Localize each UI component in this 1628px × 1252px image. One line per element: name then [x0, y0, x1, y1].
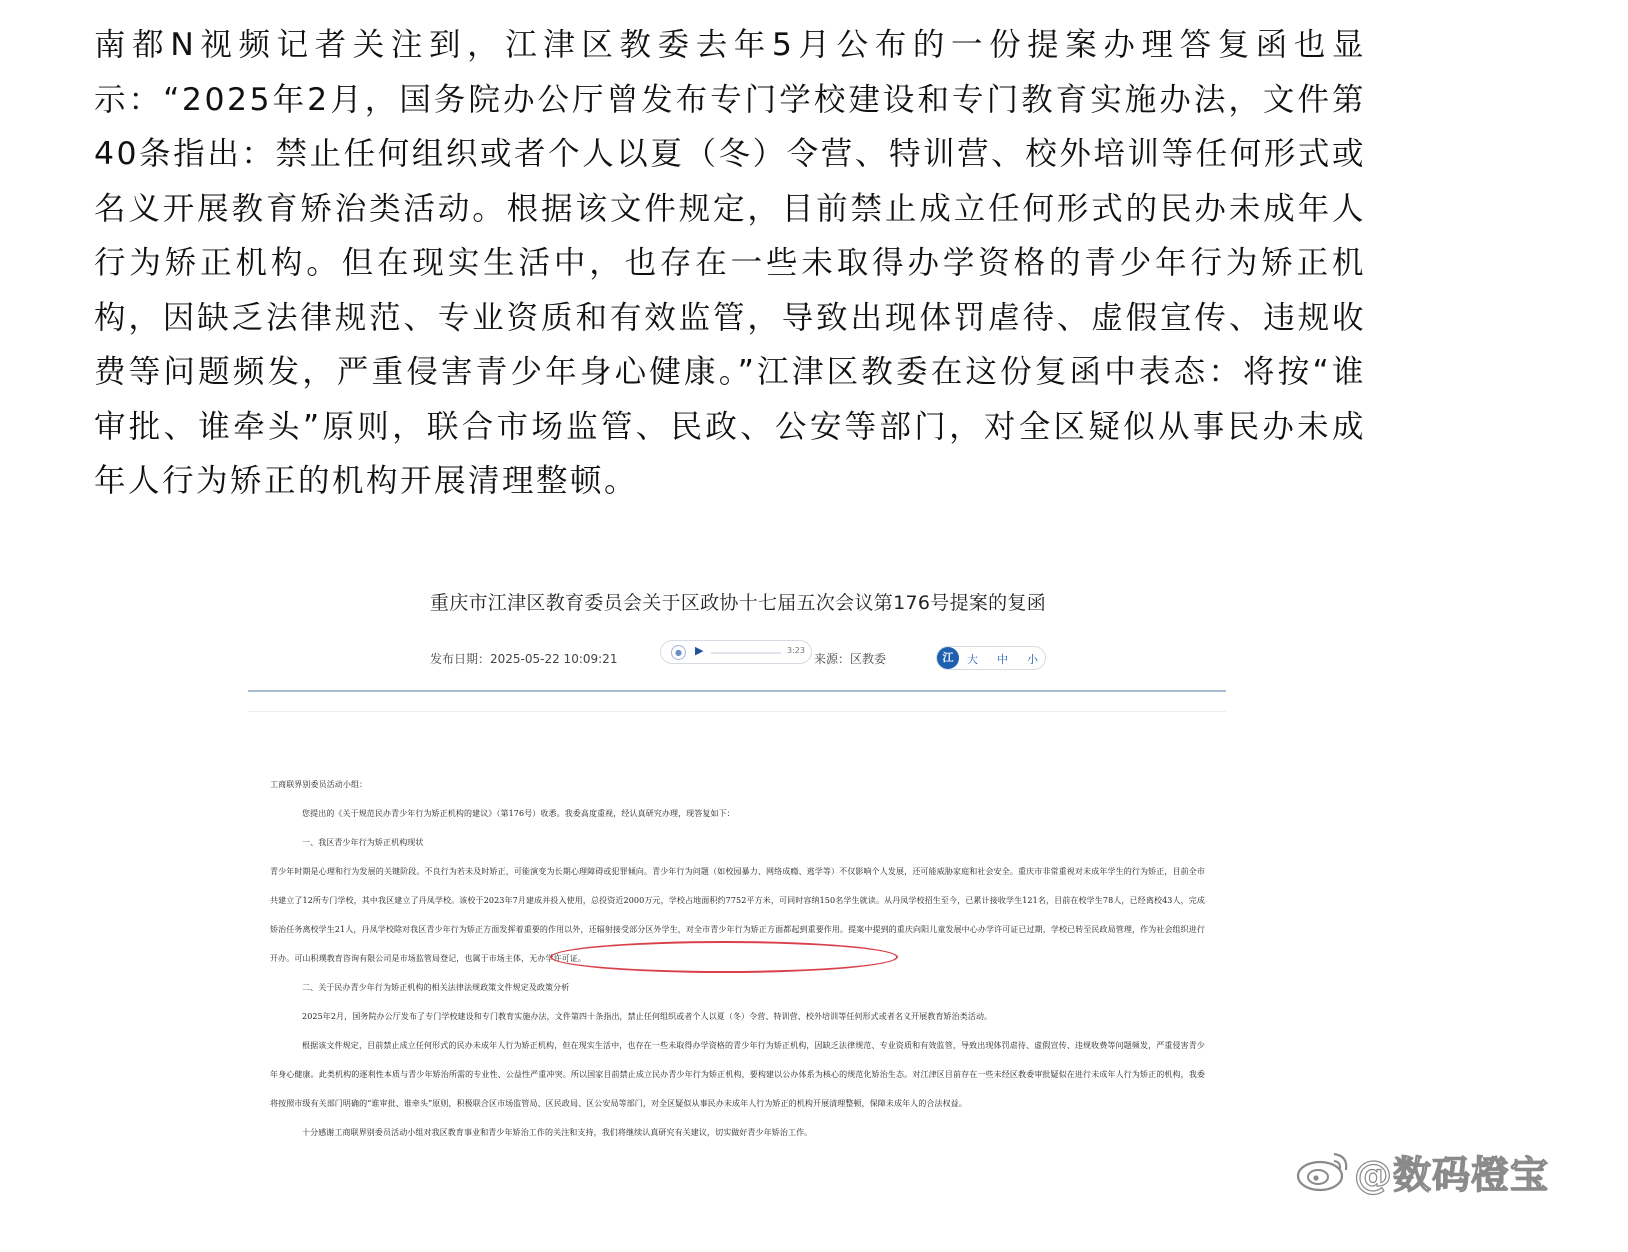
play-icon[interactable]: ▶	[695, 644, 704, 657]
document-screenshot	[248, 570, 1228, 1190]
audio-player[interactable]	[660, 640, 812, 664]
audio-progress-track[interactable]	[711, 652, 781, 654]
font-size-control	[936, 646, 1046, 670]
letter-closing: 十分感谢工商联界别委员活动小组对我区教育事业和青少年矫治工作的关注和支持，我们将继续认真研究有关建议，切实做好青少年矫治工作。	[302, 1128, 813, 1137]
watermark-text: @数码橙宝	[1354, 1153, 1550, 1197]
audio-duration: 3:23	[787, 646, 805, 655]
site-badge-icon: 江	[937, 647, 959, 669]
section2-paragraph-1: 2025年2月，国务院办公厅发布了专门学校建设和专门教育实施办法，文件第四十条指出，禁止任何组织或者个人以夏（冬）令营、特训营、校外培训等任何形式或者名义开展教育矫治类活动。	[302, 1012, 993, 1021]
publish-date: 发布日期：2025-05-22 10:09:21	[430, 652, 618, 666]
article-paragraph: 南都N视频记者关注到，江津区教委去年5月公布的一份提案办理答复函也显示：“2025年2月，国务院办公厅曾发布专门学校建设和专门教育实施办法，文件第40条指出：禁止任何组织或者个人以夏（冬）令营、特训营、校外培训等任何形式或名义开展教育矫治类活动。根据该文件规定，目前禁止成立任何形式的民办未成年人行为矫正机构。但在现实生活中，也存在一些未取得办学资格的青少年行为矫正机构，因缺乏法律规范、专业资质和有效监管，导致出现体罚虐待、虚假宣传、违规收费等问题频发，严重侵害青少年身心健康。”江津区教委在这份复函中表态：将按“谁审批、谁牵头”原则，联合市场监管、民政、公安等部门，对全区疑似从事民办未成年人行为矫正的机构开展清理整顿。	[94, 27, 1366, 499]
font-size-medium-button[interactable]: 中	[997, 653, 1008, 666]
speaker-icon[interactable]: ●	[671, 645, 686, 660]
letter-salutation: 工商联界别委员活动小组：	[270, 780, 368, 789]
highlighted-text: 可山积璞教育咨询有限公司是市场监管局登记，也属于市场主体，无办学许可证。	[294, 954, 586, 963]
highlighted-sentence	[294, 954, 586, 963]
section1-body-text: 青少年时期是心理和行为发展的关键阶段。不良行为若未及时矫正，可能演变为长期心理障碍或犯罪倾向。青少年行为问题（如校园暴力、网络成瘾、逃学等）不仅影响个人发展，还可能威胁家庭和社会安全。重庆市非常重视对未成年学生的行为矫正，目前全市共建立了12所专门学校，其中我区建立了丹凤学校。该校于2023年7月建成并投入使用，总投资近2000万元，学校占地面积约7752平方米，可同时容纳150名学生就读。从丹凤学校招生至今，已累计接收学生121名，目前在校学生78人，已经离校43人，完成矫治任务离校学生21人，丹凤学校除对我区青少年行为矫正方面发挥着重要的作用以外，还辐射接受部分区外学生，对全市青少年行为矫正方面都起到重要作用。提案中提到的重庆向阳儿童发展中心办学许可证已过期，学校已转至民政局管理，作为社会组织进行开办。	[270, 867, 1205, 963]
font-size-small-button[interactable]: 小	[1027, 653, 1038, 666]
section2-paragraph-2: 根据该文件规定，目前禁止成立任何形式的民办未成年人行为矫正机构，但在现实生活中，也存在一些未取得办学资格的青少年行为矫正机构，因缺乏法律规范、专业资质和有效监管，导致出现体罚虐待、虚假宣传、违规收费等问题频发，严重侵害青少年身心健康。此类机构的逐利性本质与青少年矫治所需的专业性、公益性严重冲突。所以国家目前禁止成立民办青少年行为矫正机构，要构建以公办体系为核心的规范化矫治生态。对江津区目前存在一些未经区教委审批疑似在进行未成年人行为矫正的机构，我委将按照市级有关部门明确的“谁审批、谁牵头”原则，积极联合区市场监管局、区民政局、区公安局等部门，对全区疑似从事民办未成年人行为矫正的机构开展清理整顿，保障未成年人的合法权益。	[270, 1041, 1205, 1108]
letter-intro: 您提出的《关于规范民办青少年行为矫正机构的建议》（第176号）收悉。我委高度重视，经认真研究办理，现答复如下：	[302, 809, 735, 818]
source-label: 来源：区教委	[814, 652, 887, 666]
section-heading-2: 二、关于民办青少年行为矫正机构的相关法律法规政策文件规定及政策分析	[302, 983, 570, 992]
font-size-large-button[interactable]: 大	[967, 653, 978, 666]
title-divider	[248, 690, 1226, 692]
red-highlight-ellipse	[550, 941, 898, 973]
section-heading-1: 一、我区青少年行为矫正机构现状	[302, 838, 424, 847]
content-divider	[248, 711, 1226, 712]
watermark	[1294, 1142, 1564, 1197]
weibo-icon	[1294, 1148, 1352, 1192]
document-title: 重庆市江津区教育委员会关于区政协十七届五次会议第176号提案的复函	[429, 592, 1047, 614]
